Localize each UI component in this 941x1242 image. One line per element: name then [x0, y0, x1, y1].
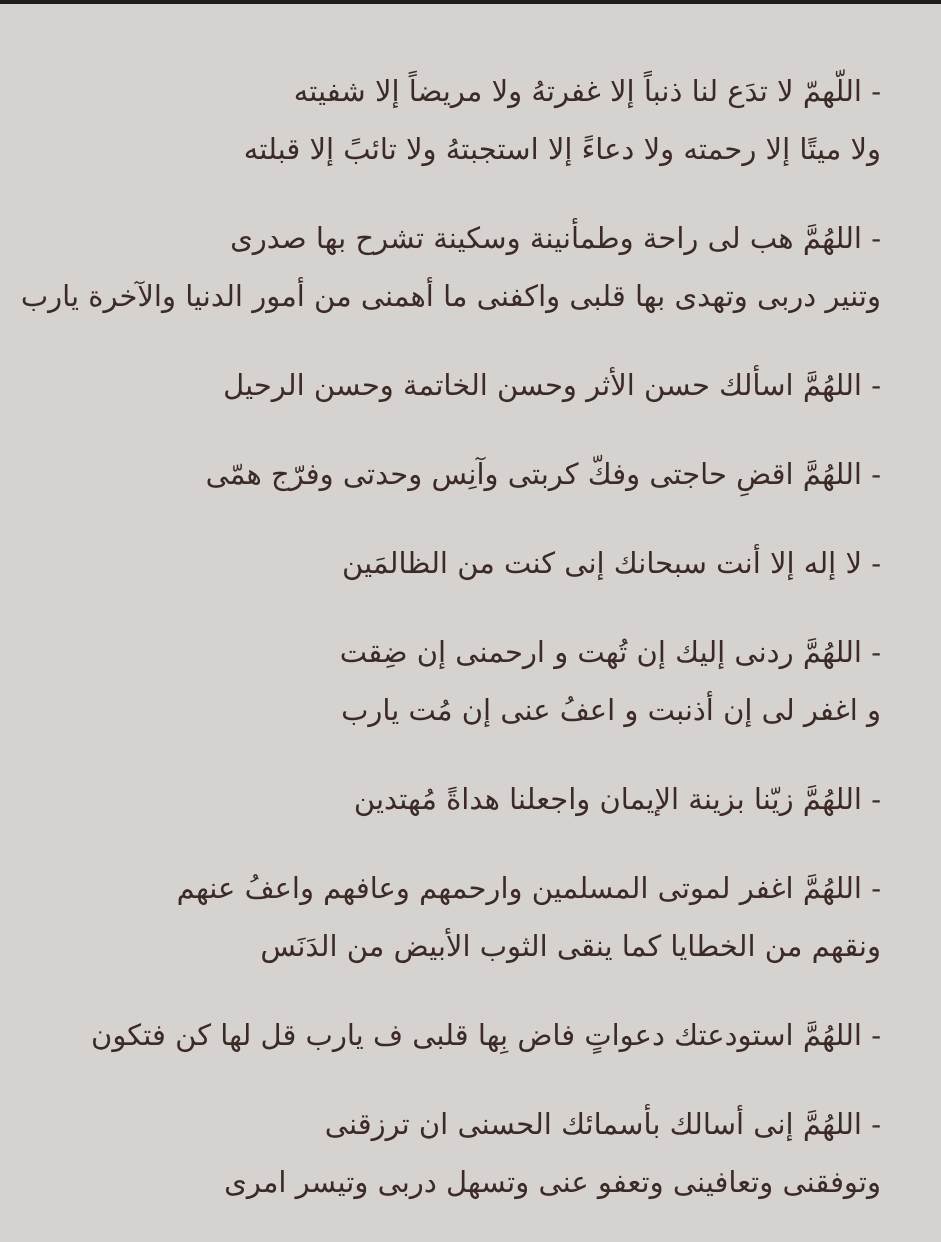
dua-line: و اغفر لى إن أذنبت و اعفُ عنى إن مُت يارب: [341, 693, 881, 727]
dua-item: [20, 209, 881, 325]
dua-item: [60, 623, 881, 739]
dua-line: ونقهم من الخطايا كما ينقى الثوب الأبيض من الدَنَس: [260, 929, 881, 963]
dua-line: - اللهُمَّ اغفر لموتى المسلمين وارحمهم وعافهم واعفُ عنهم: [176, 871, 881, 905]
dua-line: - اللهُمَّ إنى أسالك بأسمائك الحسنى ان ترزقنى: [324, 1107, 881, 1141]
dua-item: [60, 770, 881, 828]
dua-list: [20, 62, 881, 1242]
dua-item: [60, 445, 881, 503]
dua-item: [60, 534, 881, 592]
dua-item: [60, 1095, 881, 1211]
dua-item: [60, 62, 881, 178]
dua-item: [60, 859, 881, 975]
dua-line: ولا ميتًا إلا رحمته ولا دعاءً إلا استجبتهُ ولا تائبً إلا قبلته: [243, 132, 881, 166]
dua-line: - اللهُمَّ هب لى راحة وطمأنينة وسكينة تشرح بها صدرى: [230, 221, 881, 255]
dua-item: [60, 356, 881, 414]
dua-line: - اللّهمّ لا تدَع لنا ذنباً إلا غفرتهُ ولا مريضاً إلا شفيته: [293, 74, 881, 108]
dua-line: - اللهُمَّ اقضِ حاجتى وفكّ كربتى وآنِس وحدتى وفرّج همّى: [205, 457, 881, 491]
dua-line: وتوفقنى وتعافينى وتعفو عنى وتسهل دربى وتيسر امرى: [224, 1165, 881, 1199]
top-border: [0, 0, 941, 4]
dua-line: - لا إله إلا أنت سبحانك إنى كنت من الظالمَين: [342, 546, 881, 580]
dua-item: [60, 1006, 881, 1064]
dua-line: - اللهُمَّ استودعتك دعواتٍ فاض بِها قلبى ف يارب قل لها كن فتكون: [91, 1018, 881, 1052]
dua-line: - اللهُمَّ زيّنا بزينة الإيمان واجعلنا هداةً مُهتدين: [353, 782, 881, 816]
dua-line: وتنير دربى وتهدى بها قلبى واكفنى ما أهمنى من أمور الدنيا والآخرة يارب: [20, 279, 881, 313]
dua-line: - اللهُمَّ ردنى إليك إن تُهت و ارحمنى إن ضِقت: [339, 635, 881, 669]
dua-line: - اللهُمَّ اسألك حسن الأثر وحسن الخاتمة وحسن الرحيل: [223, 368, 881, 402]
